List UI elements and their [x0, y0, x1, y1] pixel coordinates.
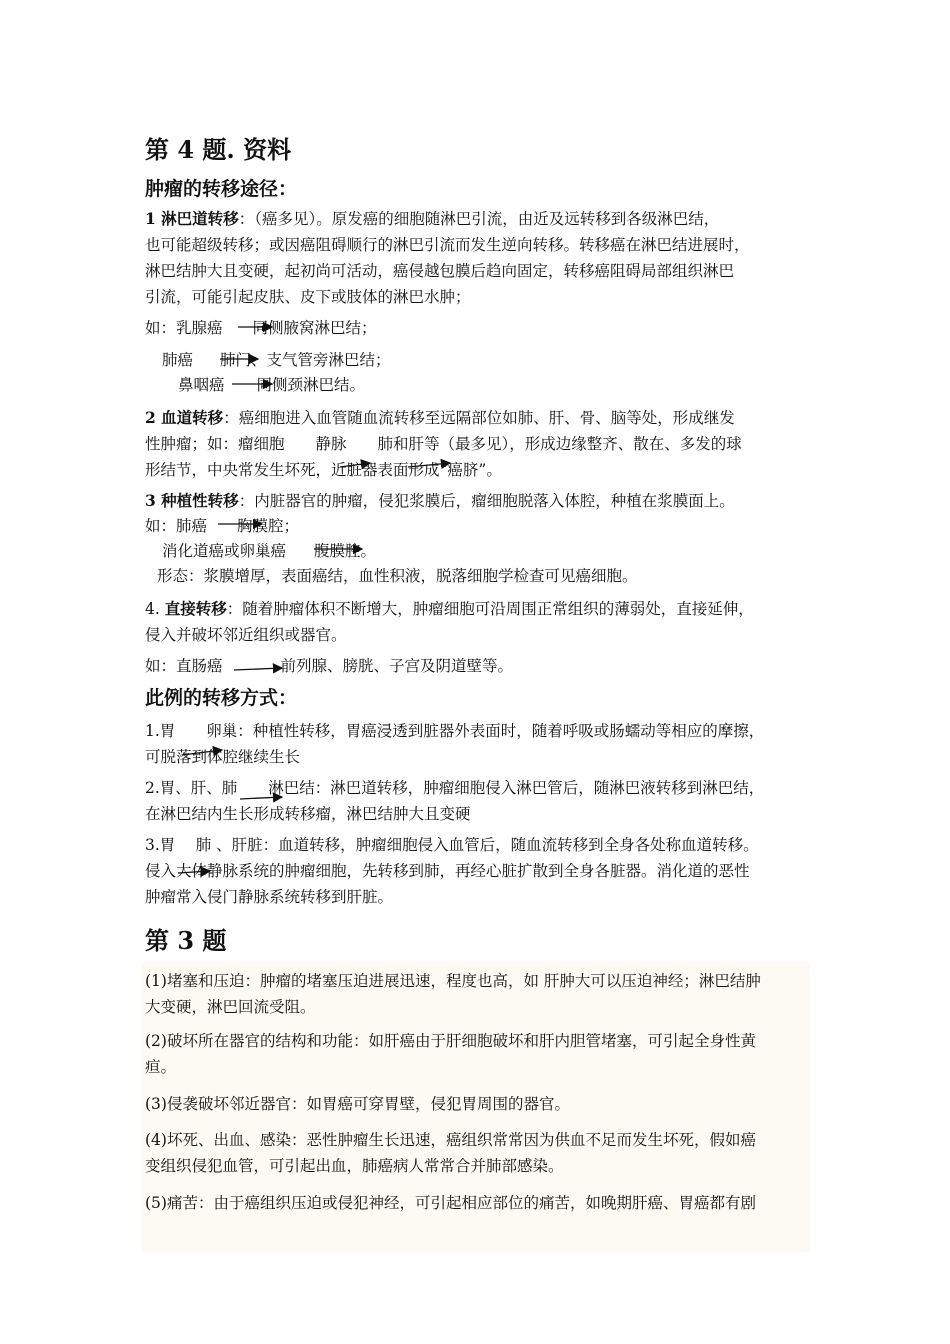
paragraph-line: 2.胃、肝、肺 淋巴结：淋巴道转移，肿瘤细胞侵入淋巴管后，随淋巴液转移到淋巴结，	[145, 779, 765, 797]
paragraph-line: 引流，可能引起皮肤、皮下或肢体的淋巴水肿；	[145, 288, 471, 306]
paragraph-line: (1)堵塞和压迫：肿瘤的堵塞压迫进展迅速，程度也高，如 肝肿大可以压迫神经；淋巴结肿	[145, 972, 761, 990]
section4-subtitle2: 此例的转移方式：	[145, 687, 298, 709]
item-4	[145, 1127, 815, 1179]
example-target: 同侧颈淋巴结。	[256, 376, 366, 394]
example-line	[145, 315, 815, 341]
item-2	[145, 1028, 815, 1080]
paragraph-line: 大变硬，淋巴回流受阻。	[145, 998, 316, 1016]
example-target: 同侧腋窝淋巴结；	[252, 319, 377, 337]
paragraph-line: 侵入并破坏邻近组织或器官。	[145, 626, 347, 644]
section4-subtitle: 肿瘤的转移途径：	[145, 178, 298, 200]
paragraph-direct	[145, 596, 815, 648]
example-line	[162, 538, 832, 564]
section4-title: 第 4 题. 资料	[145, 135, 292, 164]
paragraph-blood	[145, 405, 815, 483]
paragraph-line	[145, 488, 815, 514]
paragraph-line: (3)侵袭破坏邻近器官：如胃癌可穿胃壁，侵犯胃周围的器官。	[145, 1095, 570, 1113]
example-target: 腹膜腔。	[314, 542, 377, 560]
text: ：癌细胞进入血管随血流转移至远隔部位如肺、肝、骨、脑等处，形成继发	[223, 409, 735, 427]
paragraph-line	[145, 596, 815, 622]
paragraph-line: 肿瘤常入侵门静脉系统转移到肝脏。	[145, 888, 394, 906]
item-3	[145, 1091, 815, 1117]
text: ：内脏器官的肿瘤，侵犯浆膜后，瘤细胞脱落入体腔，种植在浆膜面上。	[238, 492, 735, 510]
section3-title: 第 3 题	[145, 926, 227, 955]
example-line	[162, 347, 832, 373]
text: ：（癌多见）。原发癌的细胞随淋巴引流，由近及远转移到各级淋巴结，	[238, 210, 720, 228]
example-source: 肺癌	[162, 351, 194, 369]
example-source: 如：肺癌	[145, 517, 208, 535]
text: 4.	[145, 600, 160, 618]
item-1	[145, 968, 815, 1020]
direct-label: 直接转移	[164, 599, 227, 618]
answer-3	[145, 832, 815, 910]
item-5	[145, 1190, 815, 1216]
paragraph-line: 疸。	[145, 1058, 177, 1076]
example-line	[145, 513, 815, 539]
paragraph-line: 形结节，中央常发生坏死，近脏器表面形成“癌脐”。	[145, 461, 502, 479]
example-source: 鼻咽癌	[178, 376, 225, 394]
text: ：随着肿瘤体积不断增大，肿瘤细胞可沿周围正常组织的薄弱处，直接延伸，	[226, 600, 754, 618]
example-target: 肺门、支气管旁淋巴结；	[220, 351, 391, 369]
paragraph-line: 1.胃 卵巢：种植性转移，胃癌浸透到脏器外表面时，随着呼吸或肠蠕动等相应的摩擦，	[145, 722, 765, 740]
paragraph-implant	[145, 488, 815, 514]
paragraph-line: 变组织侵犯血管，可引起出血，肺癌病人常常合并肺部感染。	[145, 1157, 564, 1175]
paragraph-line: 也可能超级转移；或因癌阻碍顺行的淋巴引流而发生逆向转移。转移癌在淋巴结进展时，	[145, 236, 750, 254]
paragraph-line: 3.胃 肺 、肝脏：血道转移，肿瘤细胞侵入血管后，随血流转移到全身各处称血道转移。	[145, 836, 759, 854]
lymphatic-label: 1 淋巴道转移	[145, 209, 239, 228]
paragraph-lymphatic	[145, 206, 815, 310]
paragraph-line: 性肿瘤；如：瘤细胞 静脉 肺和肝等（最多见），形成边缘整齐、散在、多发的球	[145, 435, 742, 453]
blood-label: 2 血道转移	[145, 408, 224, 427]
paragraph-line	[145, 206, 815, 232]
paragraph-line: (5)痛苦：由于癌组织压迫或侵犯神经，可引起相应部位的痛苦，如晚期肝癌、胃癌都有剧	[145, 1194, 756, 1212]
paragraph-line: 可脱落到体腔继续生长	[145, 748, 301, 766]
example-target: 胸膜腔；	[237, 517, 300, 535]
example-line	[145, 653, 815, 679]
paragraph-line: (2)破坏所在器官的结构和功能：如肝癌由于肝细胞破坏和肝内胆管堵塞，可引起全身性黄	[145, 1032, 756, 1050]
paragraph-line: (4)坏死、出血、感染：恶性肿瘤生长迅速，癌组织常常因为供血不足而发生坏死，假如癌	[145, 1131, 756, 1149]
example-target: 前列腺、膀胱、子宫及阴道壁等。	[280, 657, 514, 675]
example-source: 如：直肠癌	[145, 657, 223, 675]
implant-label: 3 种植性转移	[145, 491, 239, 510]
paragraph-line: 淋巴结肿大且变硬，起初尚可活动，癌侵越包膜后趋向固定，转移癌阻碍局部组织淋巴	[145, 262, 735, 280]
example-line	[178, 372, 848, 398]
paragraph-line: 侵入大体静脉系统的肿瘤细胞，先转移到肺，再经心脏扩散到全身各脏器。消化道的恶性	[145, 862, 750, 880]
paragraph-line	[145, 405, 815, 431]
paragraph-line: 形态：浆膜增厚，表面癌结，血性积液，脱落细胞学检查可见癌细胞。	[157, 567, 638, 585]
example-source: 如：乳腺癌	[145, 319, 223, 337]
answer-2	[145, 775, 815, 827]
answer-1	[145, 718, 815, 770]
example-source: 消化道癌或卵巢癌	[162, 542, 287, 560]
paragraph-line: 在淋巴结内生长形成转移瘤，淋巴结肿大且变硬	[145, 805, 471, 823]
